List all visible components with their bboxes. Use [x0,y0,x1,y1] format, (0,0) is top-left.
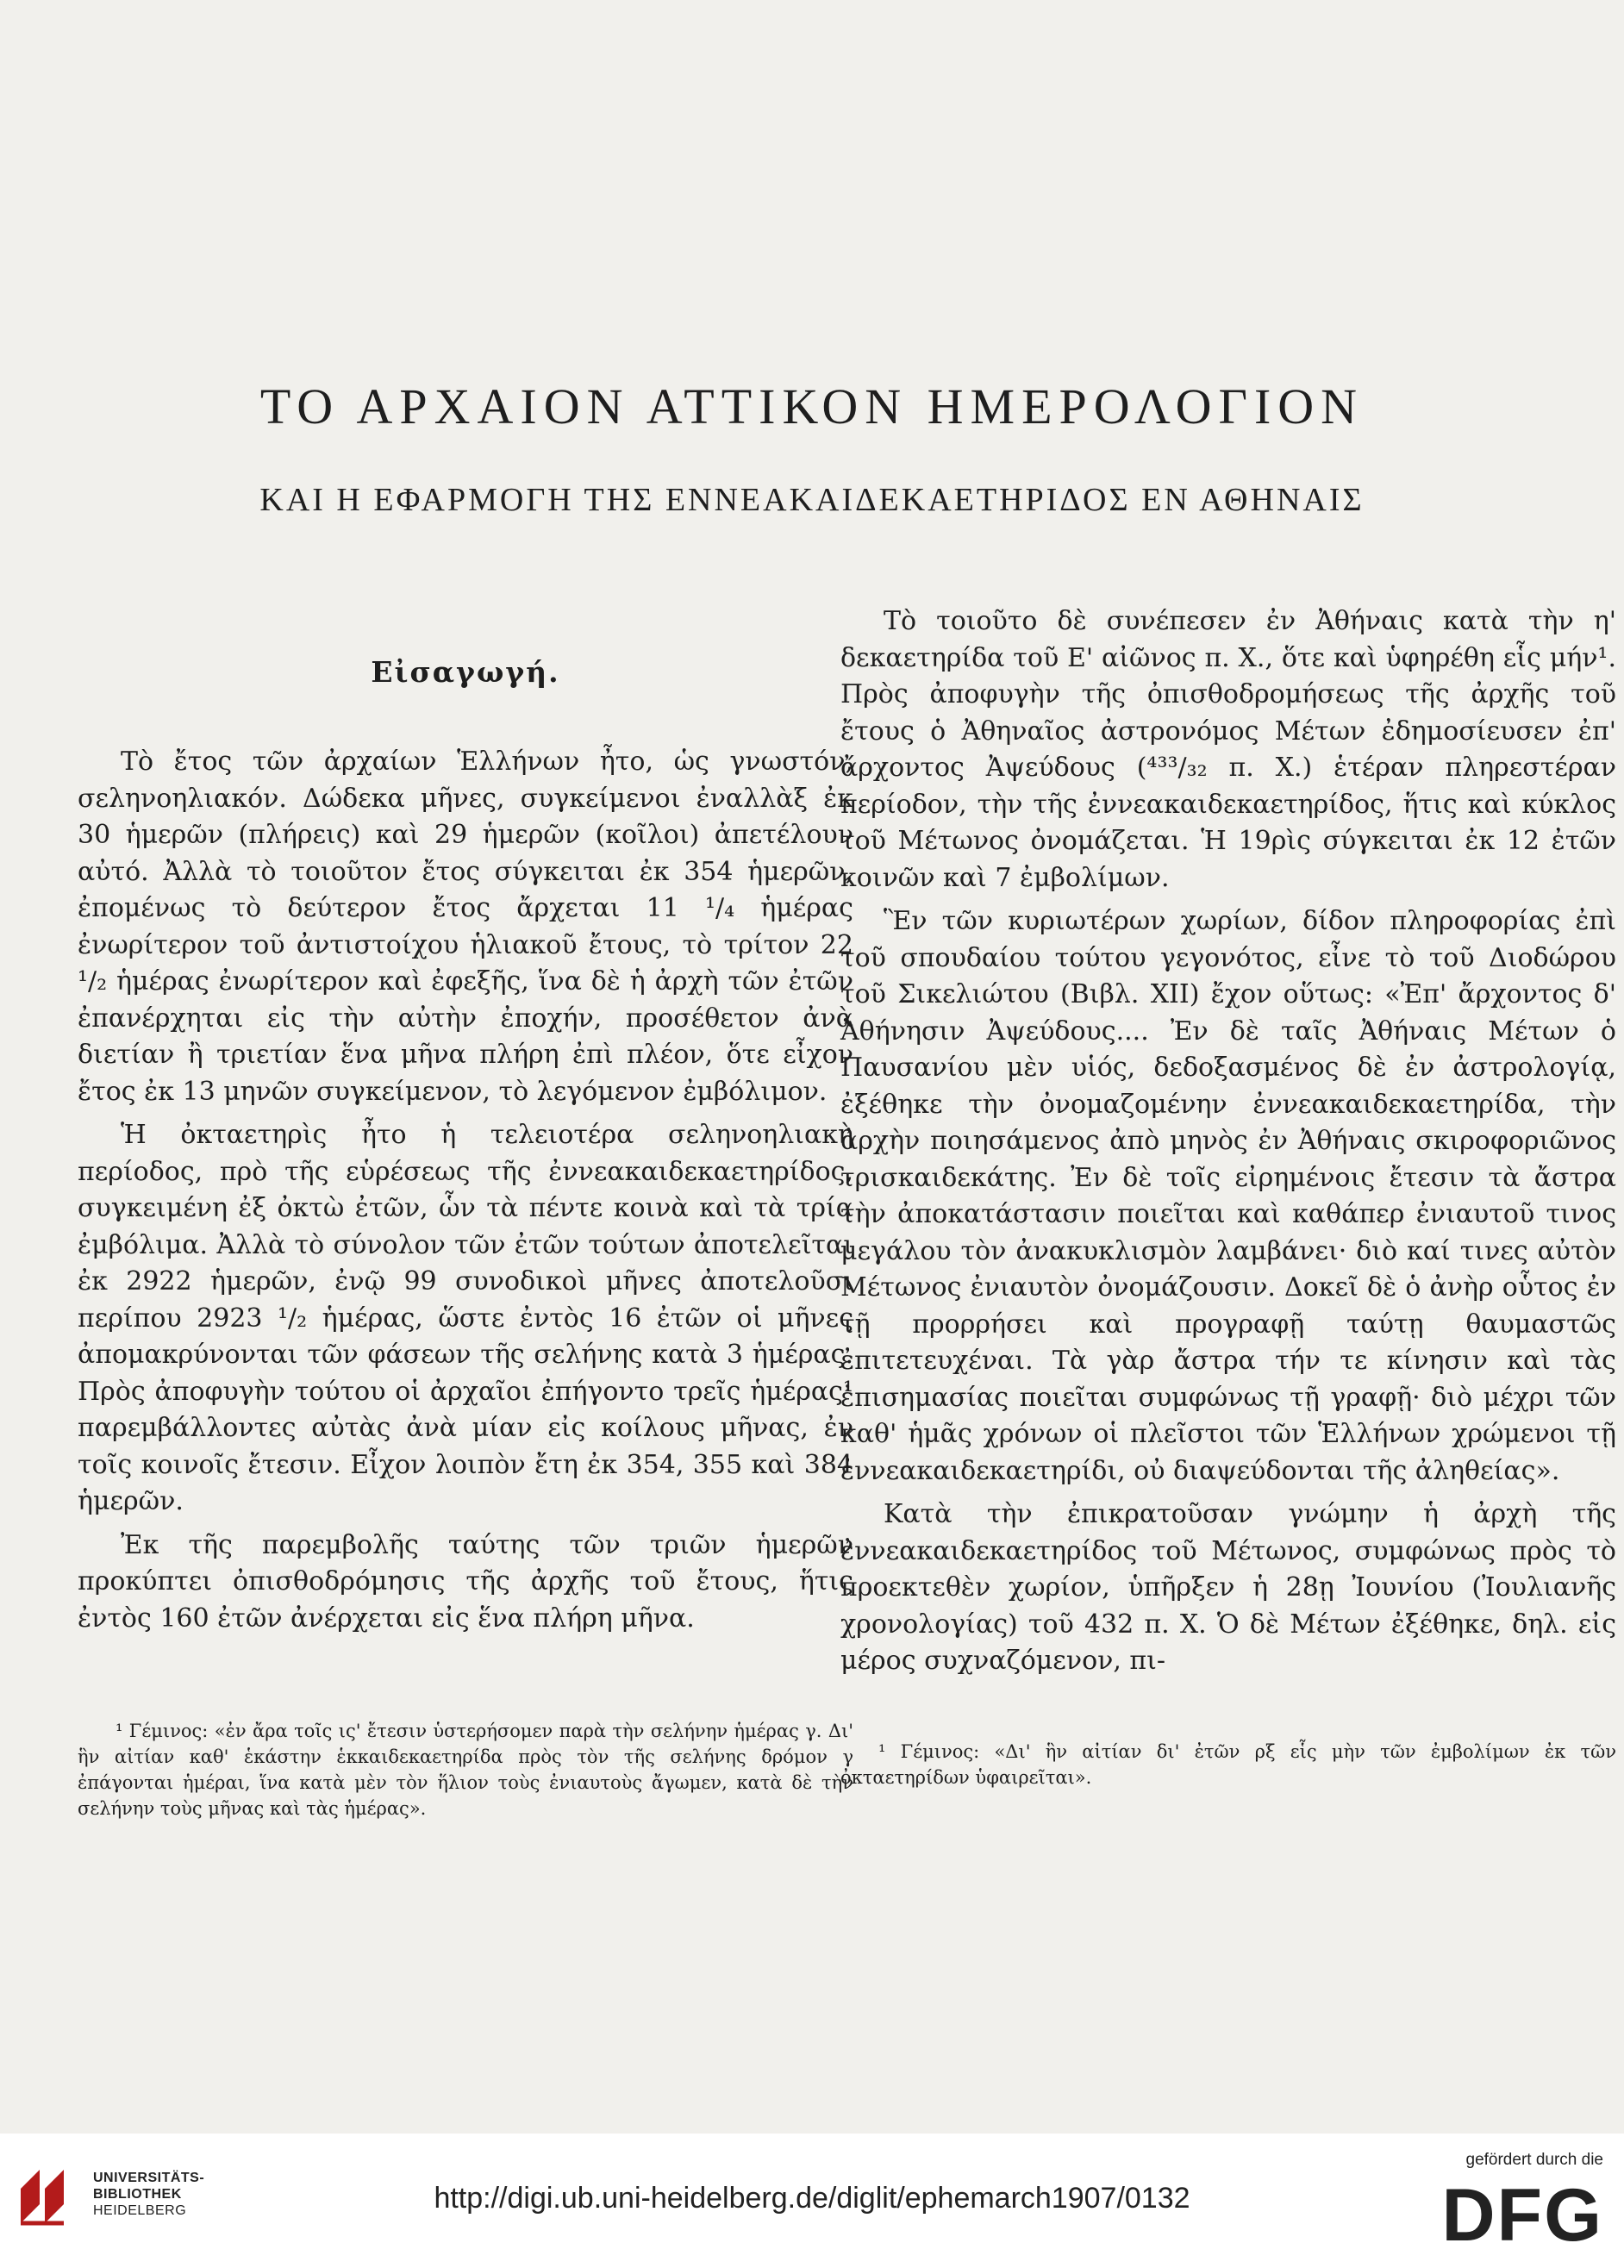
permalink-url[interactable]: http://digi.ub.uni-heidelberg.de/diglit/ephemarch1907/0132 [434,2182,1190,2215]
library-name-line: HEIDELBERG [93,2203,187,2218]
paragraph: Κατὰ τὴν ἐπικρατοῦσαν γνώμην ἡ ἀρχὴ τῆς ἐννεακαιδεκαετηρίδος τοῦ Μέτωνος, συμφώνως πρὸς τὸ προεκτεθὲν χωρίον, ὑπῆρξεν ἡ 28ῃ Ἰουνίου (Ἰουλιανῆς χρονολογίας) τοῦ 432 π. Χ. Ὁ δὲ Μέτων ἐξέθηκε, δηλ. εἰς μέρος συχναζόμενον, πι- [840,1499,1616,1676]
paragraph: Τὸ τοιοῦτο δὲ συνέπεσεν ἐν Ἀθήναις κατὰ τὴν η' δεκαετηρίδα τοῦ Ε' αἰῶνος π. Χ., ὅτε καὶ ὑφηρέθη εἷς μήν¹. Πρὸς ἀποφυγὴν τῆς ὀπισθοδρομήσεως τῆς ἀρχῆς τοῦ ἔτους ὁ Ἀθηναῖος ἀστρονόμος Μέτων ἐδημοσίευσεν ἐπ' ἄρχοντος Ἀψεύδους (⁴³³/₃₂ π. Χ.) ἑτέραν πληρεστέραν περίοδον, τὴν τῆς ἐννεακαιδεκαετηρίδος, ἥτις καὶ κύκλος τοῦ Μέτωνος ὀνομάζεται. Ἡ 19ρὶς σύγκειται ἐκ 12 ἐτῶν κοινῶν καὶ 7 ἐμβολίμων. [840,606,1616,893]
left-column [78,603,853,1821]
right-column [840,603,1616,1790]
library-name-line: UNIVERSITÄTS- [93,2171,205,2185]
footnote: ¹ Γέμινος: «Δι' ἣν αἰτίαν δι' ἐτῶν ρξ εἷς μὴν τῶν ἐμβολίμων ἐκ τῶν ὀκταετηρίδων ὑφαιρεῖται». [840,1740,1616,1788]
paragraph: Τὸ ἔτος τῶν ἀρχαίων Ἑλλήνων ἦτο, ὡς γνωστόν, σεληνοηλιακόν. Δώδεκα μῆνες, συγκείμενοι ἐναλλὰξ ἐκ 30 ἡμερῶν (πλήρεις) καὶ 29 ἡμερῶν (κοῖλοι) ἀπετέλουν αὐτό. Ἀλλὰ τὸ τοιοῦτον ἔτος σύγκειται ἐκ 354 ἡμερῶν, ἐπομένως τὸ δεύτερον ἔτος ἄρχεται 11 ¹/₄ ἡμέρας ἐνωρίτερον τοῦ ἀντιστοίχου ἡλιακοῦ ἔτους, τὸ τρίτον 22 ¹/₂ ἡμέρας ἐνωρίτερον καὶ ἐφεξῆς, ἵνα δὲ ἡ ἀρχὴ τῶν ἐτῶν ἐπανέρχηται εἰς τὴν αὐτὴν ἐποχήν, προσέθετον ἀνὰ διετίαν ἢ τριετίαν ἕνα μῆνα πλήρη ἐπὶ πλέον, ὅτε εἶχον ἔτος ἐκ 13 μηνῶν συγκείμενον, τὸ λεγόμενον ἐμβόλιμον. [78,747,853,1107]
library-name-line: BIBLIOTHEK [93,2187,182,2202]
paragraph: Ἓν τῶν κυριωτέρων χωρίων, δίδον πληροφορίας ἐπὶ τοῦ σπουδαίου τούτου γεγονότος, εἶνε τὸ τοῦ Διοδώρου τοῦ Σικελιώτου (Βιβλ. XII) ἔχον οὕτως: «Ἐπ' ἄρχοντος δ' Ἀθήνησιν Ἀψεύδους.... Ἐν δὲ ταῖς Ἀθήναις Μέτων ὁ Παυσανίου μὲν υἱός, δεδοξασμένος δὲ ἐν ἀστρολογίᾳ, ἐξέθηκε τὴν ὀνομαζομένην ἐννεακαιδεκαετηρίδα, τὴν ἀρχὴν ποιησάμενος ἀπὸ μηνὸς ἐν Ἀθήναις σκιροφοριῶνος τρισκαιδεκάτης. Ἐν δὲ τοῖς εἰρημένοις ἔτεσιν τὰ ἄστρα τὴν ἀποκατάστασιν ποιεῖται καὶ καθάπερ ἐνιαυτοῦ τινος μεγάλου τὸν ἀνακυκλισμὸν λαμβάνει· διὸ καί τινες αὐτὸν Μέτωνος ἐνιαυτὸν ὀνομάζουσιν. Δοκεῖ δὲ ὁ ἀνὴρ οὗτος ἐν τῇ προρρήσει καὶ προγραφῇ ταύτῃ θαυμαστῶς ἐπιτετευχέναι. Τὰ γὰρ ἄστρα τήν τε κίνησιν καὶ τὰς ἐπισημασίας ποιεῖται συμφώνως τῇ γραφῇ· διὸ μέχρι τῶν καθ' ἡμᾶς χρόνων οἱ πλεῖστοι τῶν Ἑλλήνων χρώμενοι τῇ ἐννεακαιδεκαετηρίδι, οὐ διαψεύδονται τῆς ἀληθείας». [840,906,1616,1486]
funded-by-label: gefördert durch die [1465,2151,1603,2169]
paragraph: Ἡ ὀκταετηρὶς ἦτο ἡ τελειοτέρα σεληνοηλιακὴ περίοδος, πρὸ τῆς εὑρέσεως τῆς ἐννεακαιδεκαετηρίδος, συγκειμένη ἐξ ὀκτὼ ἐτῶν, ὧν τὰ πέντε κοινὰ καὶ τὰ τρία ἐμβόλιμα. Ἀλλὰ τὸ σύνολον τῶν ἐτῶν τούτων ἀποτελεῖται ἐκ 2922 ἡμερῶν, ἐνῷ 99 συνοδικοὶ μῆνες ἀποτελοῦσι περίπου 2923 ¹/₂ ἡμέρας, ὥστε ἐντὸς 16 ἐτῶν οἱ μῆνες ἀπομακρύνονται τῶν φάσεων τῆς σελήνης κατὰ 3 ἡμέρας. Πρὸς ἀποφυγὴν τούτου οἱ ἀρχαῖοι ἐπήγοντο τρεῖς ἡμέρας¹ παρεμβάλλοντες αὐτὰς ἀνὰ μίαν εἰς κοίλους μῆνας, ἐν τοῖς κοινοῖς ἔτεσιν. Εἶχον λοιπὸν ἔτη ἐκ 354, 355 καὶ 384 ἡμερῶν. [78,1120,853,1516]
dfg-logo: DFG [1441,2174,1603,2257]
article-title: ΤΟ ΑΡΧΑΙΟΝ ΑΤΤΙΚΟΝ ΗΜΕΡΟΛΟΓΙΟΝ [259,378,1365,434]
footer-bar [0,2134,1624,2268]
paragraph: Ἐκ τῆς παρεμβολῆς ταύτης τῶν τριῶν ἡμερῶν προκύπτει ὀπισθοδρόμησις τῆς ἀρχῆς τοῦ ἔτους, ἥτις ἐντὸς 160 ἐτῶν ἀνέρχεται εἰς ἕνα πλήρη μῆνα. [78,1529,853,1634]
section-heading: Εἰσαγωγή. [371,655,560,689]
article-subtitle: ΚΑΙ Η ΕΦΑΡΜΟΓΗ ΤΗΣ ΕΝΝΕΑΚΑΙΔΕΚΑΕΤΗΡΙΔΟΣ ΕΝ ΑΘΗΝΑΙΣ [259,482,1365,518]
footnote: ¹ Γέμινος: «ἐν ἄρα τοῖς ις' ἔτεσιν ὑστερήσομεν παρὰ τὴν σελήνην ἡμέρας γ. Δι' ἣν αἰτίαν καθ' ἑκάστην ἑκκαιδεκαετηρίδα πρὸς τὸν τῆς σελήνης δρόμον γ ἐπάγονται ἡμέραι, ἵνα κατὰ μὲν τὸν ἥλιον τοὺς ἐνιαυτοὺς ἄγωμεν, κατὰ δὲ τὴν σελήνην τοὺς μῆνας καὶ τὰς ἡμέρας». [78,1721,853,1819]
